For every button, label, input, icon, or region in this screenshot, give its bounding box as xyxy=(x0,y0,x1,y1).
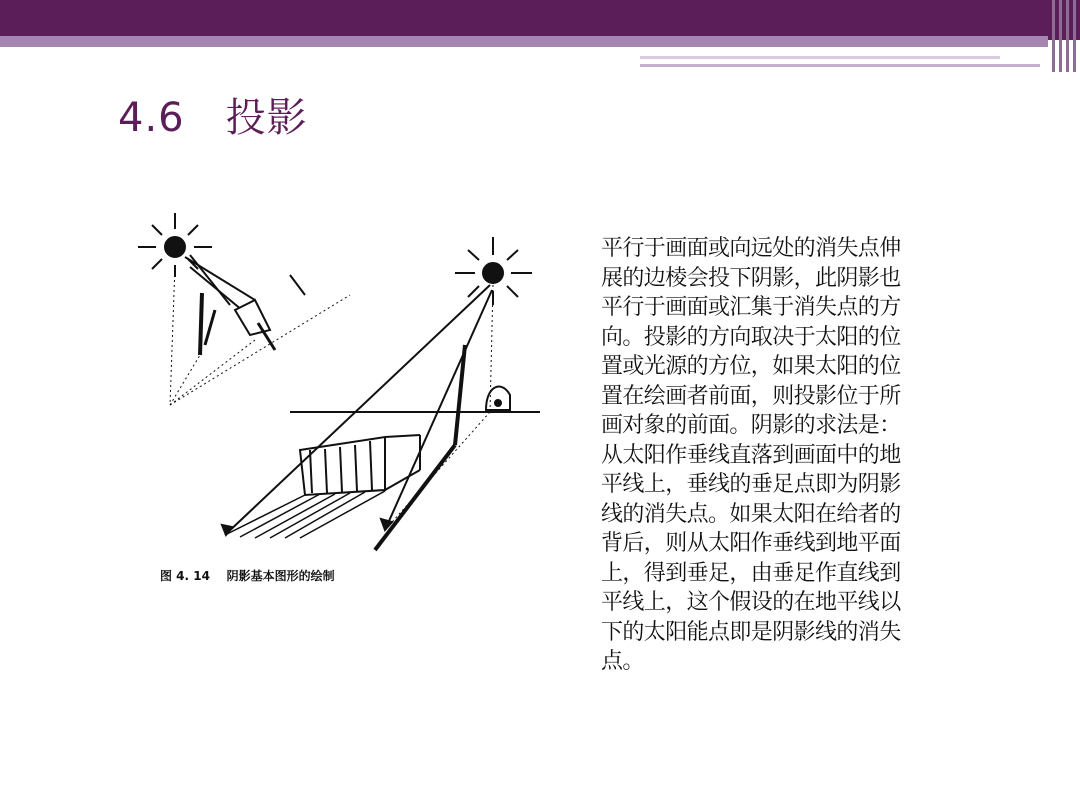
body-line: 平行于画面或向远处的消失点伸 xyxy=(601,236,901,261)
header-bar-accent xyxy=(0,36,1048,47)
body-line: 从太阳作垂线直落到画面中的地 xyxy=(601,442,901,468)
header-right-strips xyxy=(1048,0,1080,72)
body-line: 向。投影的方向取决于太阳的位 xyxy=(601,324,901,350)
header-rule-2 xyxy=(640,64,1040,67)
slide-title: 4.6 投影 xyxy=(118,95,308,141)
body-line: 背后，则从太阳作垂线到地平面 xyxy=(601,531,901,556)
body-line: 点。 xyxy=(601,649,644,674)
body-line: 画对象的前面。阴影的求法是： xyxy=(601,413,901,438)
header-rule-1 xyxy=(640,56,1000,59)
body-line: 平线上，垂线的垂足点即为阴影 xyxy=(601,472,901,497)
shadow-projection-figure xyxy=(130,205,550,565)
body-line: 展的边棱会投下阴影，此阴影也 xyxy=(601,265,901,291)
header-bar xyxy=(0,0,1080,40)
body-text xyxy=(601,234,946,677)
sun-icon-right xyxy=(455,237,532,305)
body-line: 平行于画面或汇集于消失点的方 xyxy=(601,295,901,320)
body-line: 下的太阳能点即是阴影线的消失 xyxy=(601,619,901,645)
body-line: 上，得到垂足，由垂足作直线到 xyxy=(601,560,901,586)
body-line: 线的消失点。如果太阳在给者的 xyxy=(601,501,901,527)
body-line: 置或光源的方位，如果太阳的位 xyxy=(601,354,901,379)
figure-caption: 图 4. 14 阴影基本图形的绘制 xyxy=(160,569,335,583)
body-line: 平线上，这个假设的在地平线以 xyxy=(601,590,901,615)
body-line: 置在绘画者前面，则投影位于所 xyxy=(601,383,901,409)
